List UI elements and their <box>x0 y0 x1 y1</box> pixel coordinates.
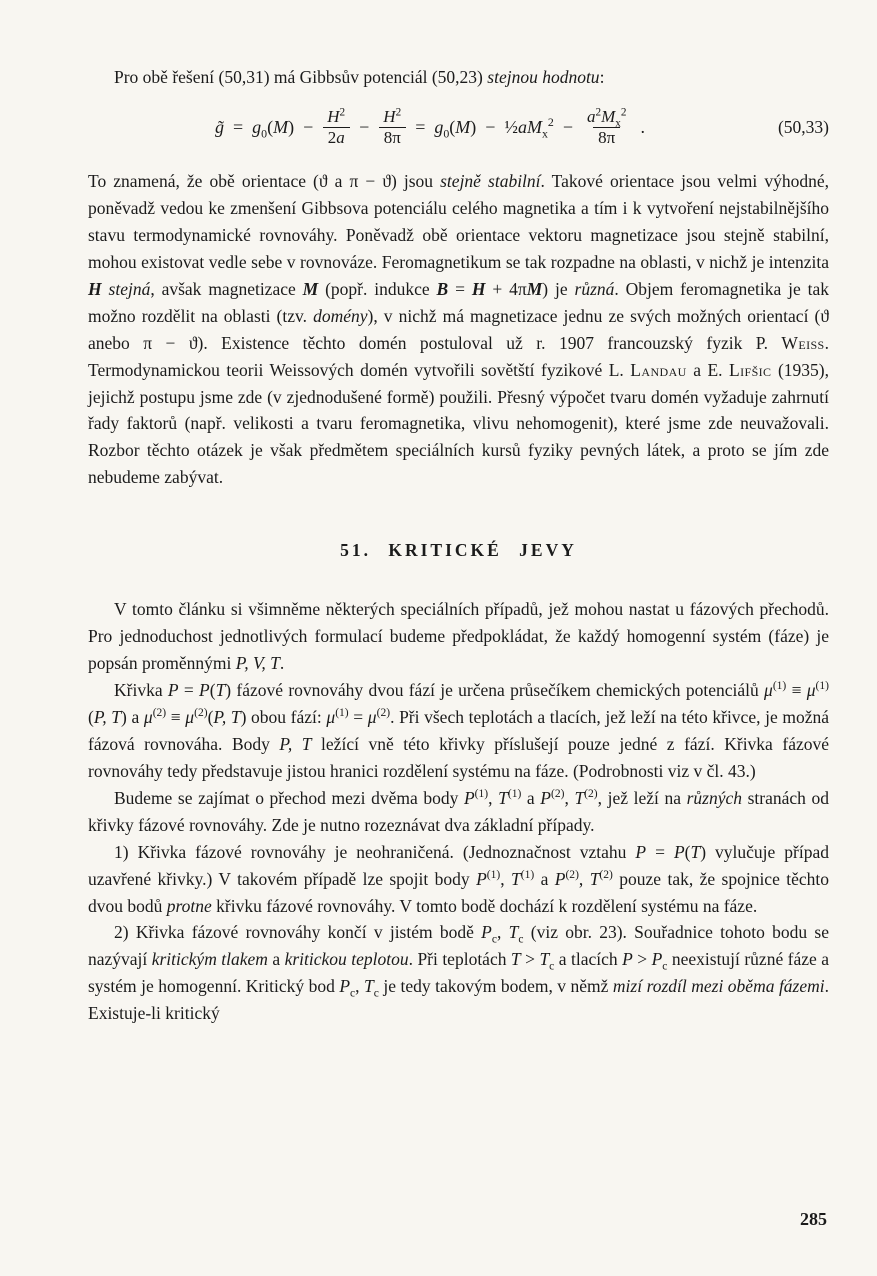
text-segment: (2) <box>550 787 565 800</box>
text-segment: P <box>635 841 647 862</box>
text-segment: μ <box>326 706 336 727</box>
text-segment: ) obou fází: <box>240 706 327 727</box>
text-segment: (1) <box>815 680 829 693</box>
text-segment: , <box>488 787 499 808</box>
text-segment: , <box>500 868 511 889</box>
text-segment: μ <box>367 706 377 727</box>
text-segment: : <box>599 67 605 87</box>
text-segment: 2 <box>620 106 627 119</box>
text-segment: (2) <box>565 868 579 881</box>
text-segment: ( <box>207 706 214 727</box>
section-heading: 51. KRITICKÉ JEVY <box>340 540 577 561</box>
text-segment: . Při teplotách <box>408 949 511 970</box>
text-segment: , avšak magnetizace <box>150 278 303 299</box>
text-segment: c <box>549 960 555 973</box>
text-segment: ≡ <box>166 706 186 727</box>
text-segment: − <box>303 116 314 137</box>
text-segment: − <box>359 116 370 137</box>
text-segment: 0 <box>443 126 450 141</box>
text-segment: T <box>511 868 521 889</box>
equation-token <box>415 114 425 142</box>
paragraph <box>88 677 829 785</box>
text-segment: ( <box>267 116 274 137</box>
text-segment: (1) <box>520 868 535 881</box>
text-segment: B <box>436 278 449 299</box>
page-number: 285 <box>800 1209 827 1230</box>
text-segment: x <box>541 126 548 141</box>
text-segment: 8π <box>383 127 401 147</box>
text-segment: 2 <box>327 127 337 147</box>
text-segment: = <box>178 680 200 701</box>
text-segment: . Objem feromagnetika je tak možno rozdělit na oblasti (tzv. <box>88 278 829 326</box>
equation <box>88 107 772 148</box>
text-segment: . Existuje-li kritický <box>88 976 830 1024</box>
text-segment: 8π <box>598 127 616 147</box>
text-segment: M <box>302 278 319 299</box>
text-segment: , jež leží na <box>597 787 687 808</box>
equation-row <box>88 107 829 148</box>
text-segment: Křivka <box>114 680 168 701</box>
equation-token <box>434 114 476 142</box>
text-segment: ) <box>288 116 295 137</box>
text-segment: c <box>662 960 668 973</box>
paragraph <box>88 596 829 677</box>
text-segment: T <box>508 922 519 943</box>
text-segment: Weiss <box>781 332 825 353</box>
text-segment: Lifšic <box>729 359 772 380</box>
text-segment: ) vylučuje případ uzavřené křivky.) V takovém případě lze spojit body <box>88 841 829 889</box>
text-segment: P, T <box>93 706 122 727</box>
text-segment: = <box>646 841 674 862</box>
text-segment: (1) <box>335 707 349 720</box>
text-segment: (2) <box>152 707 167 720</box>
text-segment: 2 <box>595 106 602 119</box>
text-segment: je tedy takovým bodem, v němž <box>378 976 613 997</box>
text-segment: (2) <box>584 787 598 800</box>
text-segment: T <box>215 680 226 701</box>
text-segment: c <box>373 987 379 1000</box>
text-segment: To znamená, že obě orientace (ϑ a π − ϑ) jsou <box>88 171 441 192</box>
text-segment: Landau <box>630 359 687 380</box>
text-segment: . Takové orientace jsou velmi výhodné, poněvadž vedou ke zmenšení Gibbsova potenciálu celého magnetika a tím i k vytvoření nejstabilnějšího stavu termodynamické rovnováhy. Poněvadž obě orientace vektoru magnetizace jsou stejně stabilní, mohou existovat vedle sebe v rovnováze. Feromagnetikum se tak rozpadne na oblasti, v nichž je intenzita <box>88 171 829 272</box>
text-segment: P <box>554 868 566 889</box>
text-segment: M <box>455 116 471 137</box>
equation-token <box>563 114 573 142</box>
text-segment: . <box>640 116 645 137</box>
text-segment: ) <box>470 116 477 137</box>
text-segment: stranách od křivky fázové rovnováhy. Zde je nutno rozeznávat dva základní případy. <box>88 787 829 835</box>
text-segment: (1) <box>507 787 522 800</box>
text-segment: P, T <box>213 706 241 727</box>
text-segment: kritickou teplotou <box>284 949 409 970</box>
text-segment: ) a <box>121 706 144 727</box>
text-segment: M <box>526 116 542 137</box>
equation-token <box>504 114 553 142</box>
text-segment: ( <box>88 706 94 727</box>
text-segment: g <box>434 116 444 137</box>
text-segment: = <box>415 116 426 137</box>
text-segment: = <box>348 706 368 727</box>
text-segment: a tlacích <box>554 949 623 970</box>
paragraph <box>88 919 829 1027</box>
text-segment: ) je <box>542 278 575 299</box>
text-segment: . <box>279 653 285 674</box>
text-segment: P <box>199 680 210 701</box>
text-segment: H <box>88 278 102 299</box>
text-segment: μ <box>764 680 773 701</box>
text-segment: a <box>586 106 596 126</box>
text-segment: P <box>476 868 487 889</box>
text-segment: , <box>578 868 590 889</box>
text-segment: ) fázové rovnováhy dvou fází je určena průsečíkem chemických potenciálů <box>225 680 765 701</box>
text-segment: protne <box>166 895 212 916</box>
text-segment: (2) <box>376 707 391 720</box>
text-segment: P <box>481 922 492 943</box>
text-segment: ½ <box>504 116 518 137</box>
text-segment: − <box>562 116 573 137</box>
text-segment: g̃ <box>215 116 224 137</box>
page-body <box>88 64 829 1027</box>
text-segment: H <box>383 106 396 126</box>
text-segment: , <box>355 976 365 997</box>
paragraph <box>88 785 829 839</box>
text-segment: P <box>651 949 663 970</box>
text-segment: > <box>632 949 652 970</box>
text-segment: T <box>690 841 701 862</box>
fraction <box>322 107 350 148</box>
text-segment: (1) <box>474 787 489 800</box>
text-segment: křivku fázové rovnováhy. V tomto bodě dochází k rozdělení systému na fáze. <box>211 895 758 916</box>
paragraph <box>88 64 829 91</box>
equation-token <box>233 114 243 142</box>
text-segment: stejnou hodnotu <box>487 67 600 87</box>
paragraph <box>88 168 829 491</box>
text-segment: (1935), jejichž postupu jsme zde (v zjednodušené formě) použili. Přesný výpočet tvaru domén vyžaduje zahrnutí řady faktorů (např. velikosti a tvaru feromagnetika, vlivu nehomogenit), které jsme zde neuvažovali. Rozbor těchto otázek je však předmětem speciálních kursů fyziky pevných látek, a proto se jím zde nebudeme zabývat. <box>88 359 829 488</box>
text-segment: = <box>448 278 472 299</box>
text-segment: ( <box>209 680 216 701</box>
text-segment: 2) Křivka fázové rovnováhy končí v jistém bodě <box>114 922 482 943</box>
text-segment: . Termodynamickou teorii Weissových domén vytvořili sovětští fyzikové L. <box>88 332 829 380</box>
text-segment: x <box>615 117 621 130</box>
text-segment: c <box>350 987 356 1000</box>
fraction <box>582 107 632 148</box>
text-segment: pouze tak, že spojnice těchto dvou bodů <box>88 868 829 916</box>
text-segment: > <box>520 949 540 970</box>
text-segment: Pro obě řešení (50,31) má Gibbsův potenciál (50,23) <box>114 67 488 87</box>
text-segment: mizí rozdíl mezi oběma fázemi <box>612 976 825 997</box>
text-segment: a <box>534 868 555 889</box>
equation-token <box>252 114 294 142</box>
text-segment: ( <box>449 116 456 137</box>
text-segment: kritickým tlakem <box>151 949 268 970</box>
text-segment: a E. <box>686 359 730 380</box>
text-segment: a <box>521 787 541 808</box>
text-segment: a <box>336 127 345 147</box>
text-segment: domény <box>313 305 368 326</box>
text-segment: μ <box>185 706 195 727</box>
text-segment: (1) <box>486 868 501 881</box>
text-segment: (2) <box>194 707 208 720</box>
text-segment: M <box>601 106 616 126</box>
equation-token <box>485 114 495 142</box>
text-segment: P, T <box>279 733 312 754</box>
text-segment: stejně stabilní <box>440 171 541 192</box>
text-segment: T <box>510 949 521 970</box>
text-segment: M <box>526 278 543 299</box>
text-segment: ≡ <box>786 680 807 701</box>
equation-number: (50,33) <box>777 117 829 138</box>
text-segment: = <box>233 116 244 137</box>
text-segment: 0 <box>261 126 268 141</box>
equation-token <box>215 114 224 142</box>
text-segment: P <box>167 680 179 701</box>
text-segment: stejná <box>108 278 151 299</box>
text-segment: T <box>498 787 508 808</box>
text-segment: 1) Křivka fázové rovnováhy je neohraničená. (Jednoznačnost vztahu <box>114 841 636 862</box>
text-segment: P <box>339 976 351 997</box>
text-segment: T <box>364 976 374 997</box>
text-segment: μ <box>806 680 816 701</box>
text-segment: − <box>485 116 496 137</box>
text-segment: P <box>622 949 633 970</box>
text-segment: c <box>518 933 524 946</box>
text-segment: (1) <box>772 680 787 693</box>
text-segment: a <box>517 116 527 137</box>
text-segment: T <box>539 949 550 970</box>
text-segment: ležící vně této křivky příslušejí pouze jedné z fází. Křivka fázové rovnováhy tedy představuje jistou hranici rozdělení systému na fáze. (Podrobnosti viz v čl. 43.) <box>88 733 829 781</box>
text-segment: ), v nichž má magnetizace jednu ze svých možných orientací (ϑ anebo π − ϑ). Existence těchto domén postuloval už r. 1907 francouzský fyzik P. <box>88 305 829 353</box>
text-segment: , <box>496 922 509 943</box>
text-segment: ( <box>684 841 691 862</box>
equation-token <box>359 114 369 142</box>
text-segment: různá <box>574 278 615 299</box>
text-segment: H <box>327 106 340 126</box>
text-segment: 2 <box>547 114 554 129</box>
text-segment: c <box>491 933 497 946</box>
paragraph <box>88 839 829 920</box>
equation-token <box>303 114 313 142</box>
text-segment: H <box>471 278 486 299</box>
text-segment: a <box>267 949 285 970</box>
text-segment: 2 <box>339 106 346 119</box>
equation-token <box>640 114 645 142</box>
text-segment: neexistují různé fáze a systém je homogenní. Kritický bod <box>88 949 830 997</box>
text-segment: P <box>540 787 551 808</box>
text-segment: . Při všech teplotách a tlacích, jež leží na této křivce, je možná fázová rovnováha. Body <box>88 706 830 754</box>
text-segment: P <box>463 787 475 808</box>
text-segment: T <box>589 868 600 889</box>
text-segment: Budeme se zajímat o přechod mezi dvěma body <box>114 787 464 808</box>
text-segment: 2 <box>395 106 402 119</box>
text-segment: , <box>564 787 575 808</box>
text-segment: (popř. indukce <box>318 278 437 299</box>
text-segment: + 4π <box>485 278 527 299</box>
text-segment: T <box>574 787 585 808</box>
fraction <box>378 107 406 148</box>
text-segment: P, V, T <box>235 653 280 674</box>
text-segment: P <box>673 841 685 862</box>
text-segment: μ <box>143 706 153 727</box>
text-segment: V tomto článku si všimněme některých speciálních případů, jež mohou nastat u fázových přechodů. Pro jednoduchost jednotlivých formulací budeme předpokládat, že každý homogenní systém (fáze) je popsán proměnnými <box>88 599 829 674</box>
text-segment: (viz obr. 23). Souřadnice tohoto bodu se nazývají <box>88 922 829 970</box>
text-segment: M <box>273 116 289 137</box>
text-segment <box>102 279 109 299</box>
text-segment: (2) <box>599 868 613 881</box>
text-segment: g <box>252 116 262 137</box>
text-segment: různých <box>686 787 742 808</box>
